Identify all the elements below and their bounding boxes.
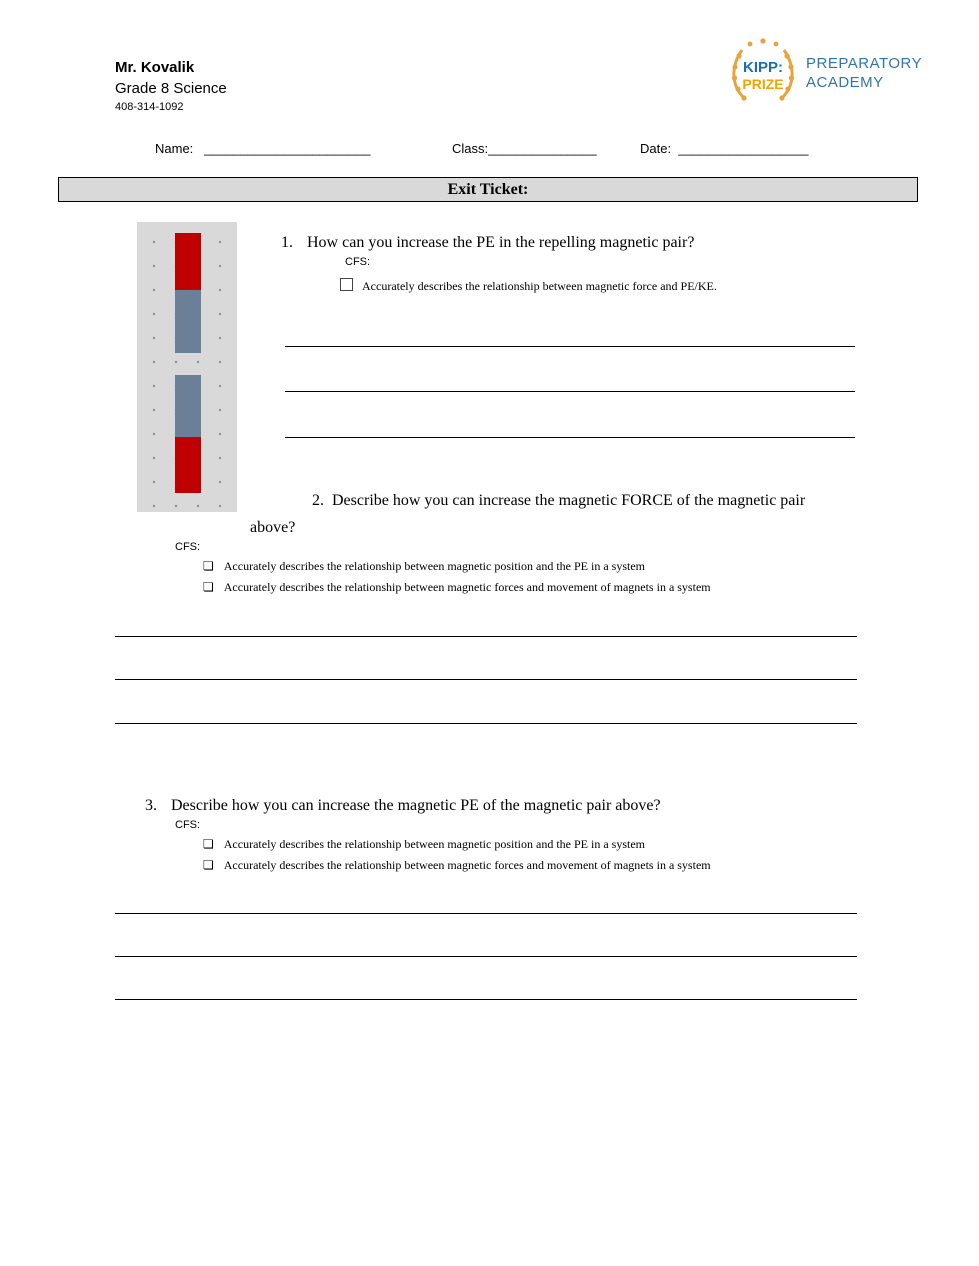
phone-number: 408-314-1092 [115, 101, 184, 113]
magnet-bottom-north-pole [175, 437, 201, 493]
logo-org-line2: ACADEMY [806, 74, 884, 91]
question-1-cfs-label: CFS: [345, 256, 371, 268]
name-label: Name: [155, 141, 194, 156]
answer-line [115, 679, 857, 680]
question-3-criterion-2 [203, 855, 711, 876]
answer-line [115, 723, 857, 724]
question-3-cfs-label: CFS: [175, 819, 201, 831]
checkbox-icon[interactable]: ❏ [203, 580, 214, 594]
date-field [640, 141, 808, 156]
question-3 [145, 792, 885, 819]
answer-line [115, 636, 857, 637]
logo-kipp-text: KIPP: [742, 59, 784, 76]
magnet-bottom [175, 375, 201, 493]
name-blank: _______________________ [204, 141, 371, 156]
school-logo [726, 34, 922, 112]
question-2-cfs-label: CFS: [175, 541, 201, 553]
magnet-bottom-south-pole [175, 375, 201, 437]
question-2-criterion-1 [203, 556, 645, 577]
laurel-wreath-icon [726, 34, 800, 112]
checkbox-icon[interactable] [340, 278, 353, 291]
criterion-text: Accurately describes the relationship between magnetic forces and movement of magnets in a system [223, 580, 711, 594]
exit-ticket-banner: Exit Ticket: [58, 177, 918, 202]
question-2-criterion-2 [203, 577, 711, 598]
checkbox-icon[interactable]: ❏ [203, 858, 214, 872]
class-field [452, 141, 597, 156]
logo-org-line1: PREPARATORY [806, 55, 923, 72]
question-3-text: Describe how you can increase the magnetic PE of the magnetic pair above? [171, 797, 661, 814]
question-1-number: 1. [281, 234, 293, 251]
checkbox-icon[interactable]: ❏ [203, 837, 214, 851]
date-blank: __________________ [678, 141, 809, 156]
criterion-text: Accurately describes the relationship between magnetic position and the PE in a system [223, 837, 645, 851]
magnet-pair-figure [137, 222, 237, 512]
answer-line [285, 391, 855, 392]
question-2-text: Describe how you can increase the magnetic FORCE of the magnetic pair above? [250, 492, 806, 536]
question-1-text: How can you increase the PE in the repelling magnetic pair? [307, 234, 695, 251]
question-2-number: 2. [312, 492, 324, 509]
course-title: Grade 8 Science [115, 80, 227, 97]
question-2 [250, 487, 850, 541]
answer-line [115, 956, 857, 957]
name-field [155, 141, 370, 156]
answer-line [115, 999, 857, 1000]
date-label: Date: [640, 141, 672, 156]
class-label: Class: [452, 141, 489, 156]
criterion-text: Accurately describes the relationship between magnetic force and PE/KE. [362, 279, 717, 293]
magnet-top-south-pole [175, 290, 201, 353]
teacher-header [115, 58, 227, 115]
criterion-text: Accurately describes the relationship between magnetic position and the PE in a system [223, 559, 645, 573]
question-3-criterion-1 [203, 834, 645, 855]
answer-line [285, 437, 855, 438]
answer-line [115, 913, 857, 914]
teacher-name: Mr. Kovalik [115, 59, 195, 76]
question-1 [281, 229, 921, 256]
answer-line [285, 346, 855, 347]
logo-org-name [806, 54, 922, 92]
magnet-top [175, 233, 201, 353]
class-blank: _______________ [488, 141, 597, 156]
question-1-criterion-1 [340, 276, 717, 297]
question-3-number: 3. [145, 797, 157, 814]
criterion-text: Accurately describes the relationship between magnetic forces and movement of magnets in a system [223, 858, 711, 872]
checkbox-icon[interactable]: ❏ [203, 559, 214, 573]
magnet-top-north-pole [175, 233, 201, 290]
logo-prize-text: PRIZE [742, 76, 784, 92]
